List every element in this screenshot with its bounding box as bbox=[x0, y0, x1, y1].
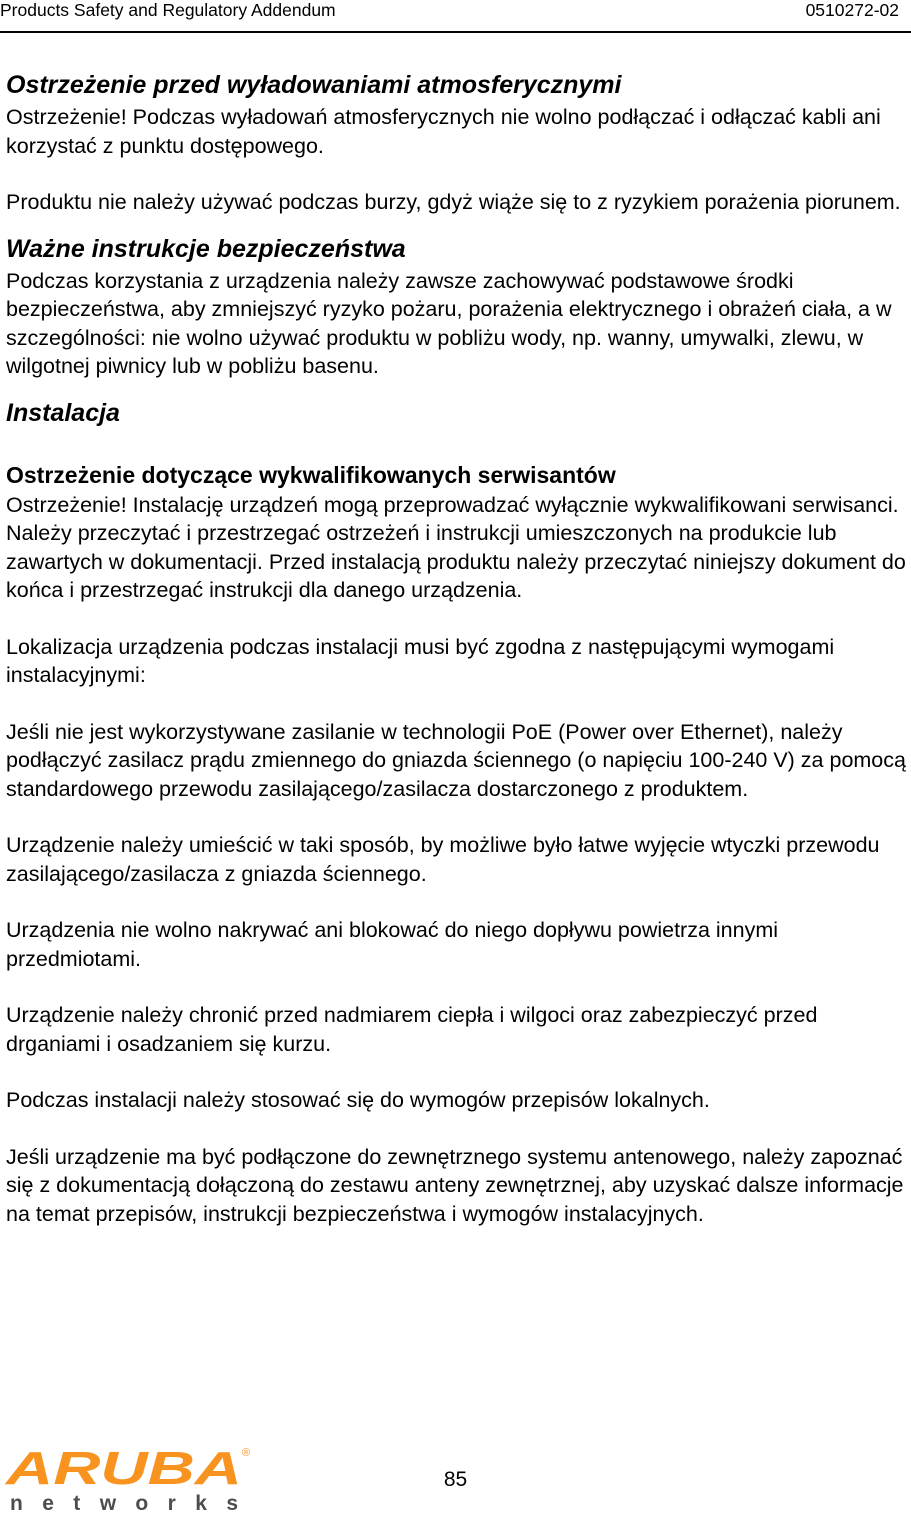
page-content bbox=[6, 70, 906, 1256]
safety-paragraph: Podczas korzystania z urządzenia należy zawsze zachowywać podstawowe środki bezpieczeństwa, aby zmniejszyć ryzyko pożaru, porażenia elektrycznego i obrażeń ciała, a w szczególności: nie wolno używać produktu w pobliżu wody, np. wanny, umywalki, zlewu, w wilgotnej piwnicy lub w pobliżu basenu. bbox=[6, 268, 892, 378]
installation-paragraph: Urządzenie należy chronić przed nadmiarem ciepła i wilgoci oraz zabezpieczyć przed drganiami i osadzaniem się kurzu. bbox=[6, 1003, 818, 1056]
qualified-service-heading: Ostrzeżenie dotyczące wykwalifikowanych serwisantów bbox=[6, 461, 616, 488]
installation-paragraph: Jeśli urządzenie ma być podłączone do zewnętrznego systemu antenowego, należy zapoznać się z dokumentacją dołączoną do zestawu anteny zewnętrznej, aby uzyskać dalsze informacje na temat przepisów, instrukcji bezpieczeństwa i wymogów instalacyjnych. bbox=[6, 1144, 904, 1226]
installation-paragraph: Jeśli nie jest wykorzystywane zasilanie w technologii PoE (Power over Ethernet), należy podłączyć zasilacz prądu zmiennego do gniazda ściennego (o napięciu 100-240 V) za pomocą standardowego przewodu zasilającego/zasilacza dostarczonego z produktem. bbox=[6, 719, 906, 801]
installation-paragraph: Podczas instalacji należy stosować się do wymogów przepisów lokalnych. bbox=[6, 1088, 710, 1112]
page-header bbox=[0, 0, 911, 33]
installation-paragraph: Ostrzeżenie! Instalację urządzeń mogą przeprowadzać wyłącznie wykwalifikowani serwisanci. Należy przeczytać i przestrzegać ostrzeżeń i instrukcji umieszczonych na produkcie lub zawartych w dokumentacji. Przed instalacją produktu należy przeczytać niniejszy dokument do końca i przestrzegać instrukcji dla danego urządzenia. bbox=[6, 492, 906, 602]
installation-paragraph: Urządzenie należy umieścić w taki sposób, by możliwe było łatwe wyjęcie wtyczki przewodu zasilającego/zasilacza z gniazda ściennego. bbox=[6, 833, 880, 886]
safety-heading: Ważne instrukcje bezpieczeństwa bbox=[6, 234, 406, 263]
installation-paragraph: Lokalizacja urządzenia podczas instalacji musi być zgodna z następującymi wymogami instalacyjnymi: bbox=[6, 634, 835, 687]
lightning-paragraph-2: Produktu nie należy używać podczas burzy, gdyż wiąże się to z ryzykiem porażenia piorunem. bbox=[6, 190, 901, 214]
document-title: Products Safety and Regulatory Addendum bbox=[0, 0, 336, 20]
logo-brand-text: ARUBA bbox=[4, 1442, 242, 1494]
installation-paragraph: Urządzenia nie wolno nakrywać ani blokować do niego dopływu powietrza innymi przedmiotami. bbox=[6, 918, 779, 971]
document-number: 0510272-02 bbox=[805, 0, 899, 20]
installation-heading: Instalacja bbox=[6, 398, 120, 427]
page-number: 85 bbox=[443, 1468, 468, 1491]
lightning-paragraph-1: Ostrzeżenie! Podczas wyładowań atmosferycznych nie wolno podłączać i odłączać kabli ani korzystać z punktu dostępowego. bbox=[6, 105, 881, 158]
logo-registered-mark: ® bbox=[242, 1447, 251, 1459]
lightning-heading: Ostrzeżenie przed wyładowaniami atmosferycznymi bbox=[6, 71, 622, 99]
logo-tagline-text: n e t w o r k s bbox=[10, 1492, 238, 1515]
